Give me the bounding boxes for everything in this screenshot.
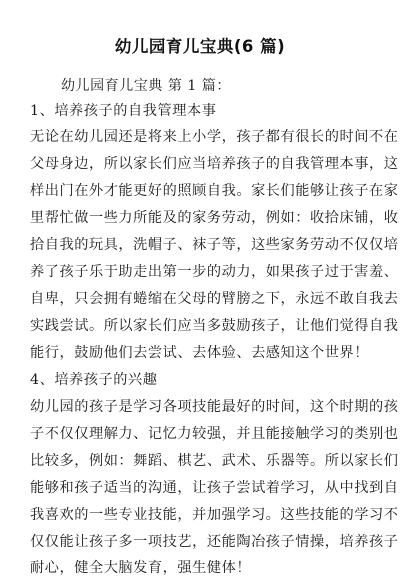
paragraph-line: 比较多，例如：舞蹈、棋艺、武术、乐器等。所以家长们 — [30, 453, 399, 469]
paragraph-line: 幼儿园的孩子是学习各项技能最好的时间，这个时期的孩 — [30, 399, 399, 415]
document-subtitle: 幼儿园育儿宝典 第 1 篇： — [61, 78, 231, 94]
paragraph-line: 样出门在外才能更好的照顾自我。家长们能够让孩子在家 — [30, 183, 399, 199]
paragraph-line: 父母身边，所以家长们应当培养孩子的自我管理本事，这 — [30, 156, 399, 172]
paragraph-line: 无论在幼儿园还是将来上小学，孩子都有很长的时间不在 — [30, 129, 399, 145]
paragraph-line: 拾自我的玩具，洗帽子、袜子等，这些家务劳动不仅仅培 — [30, 237, 399, 253]
paragraph-line: 我喜欢的一些专业技能，并加强学习。这些技能的学习不 — [30, 507, 399, 523]
paragraph-line: 养了孩子乐于助走出第一步的动力，如果孩子过于害羞、 — [30, 264, 399, 280]
document-title: 幼儿园育儿宝典(6 篇) — [114, 37, 286, 56]
section-1-heading: 1、培养孩子的自我管理本事 — [30, 103, 217, 119]
paragraph-line: 仅仅能让孩子多一项技艺，还能陶冶孩子情操，培养孩子 — [30, 534, 399, 550]
paragraph-line: 自卑，只会拥有蜷缩在父母的臂膀之下，永远不敢自我去 — [30, 291, 399, 307]
paragraph-line: 能行，鼓励他们去尝试、去体验、去感知这个世界！ — [30, 345, 369, 361]
paragraph-line: 子不仅仅理解力、记忆力较强，并且能接触学习的类别也 — [30, 426, 399, 442]
paragraph-line: 里帮忙做一些力所能及的家务劳动，例如：收拾床铺，收 — [30, 210, 399, 226]
paragraph-line: 实践尝试。所以家长们应当多鼓励孩子，让他们觉得自我 — [30, 318, 399, 334]
paragraph-line: 能够和孩子适当的沟通，让孩子尝试着学习，从中找到自 — [30, 480, 399, 496]
section-4-heading: 4、培养孩子的兴趣 — [30, 372, 158, 388]
paragraph-line: 耐心，健全大脑发育，强生健体！ — [30, 560, 252, 576]
